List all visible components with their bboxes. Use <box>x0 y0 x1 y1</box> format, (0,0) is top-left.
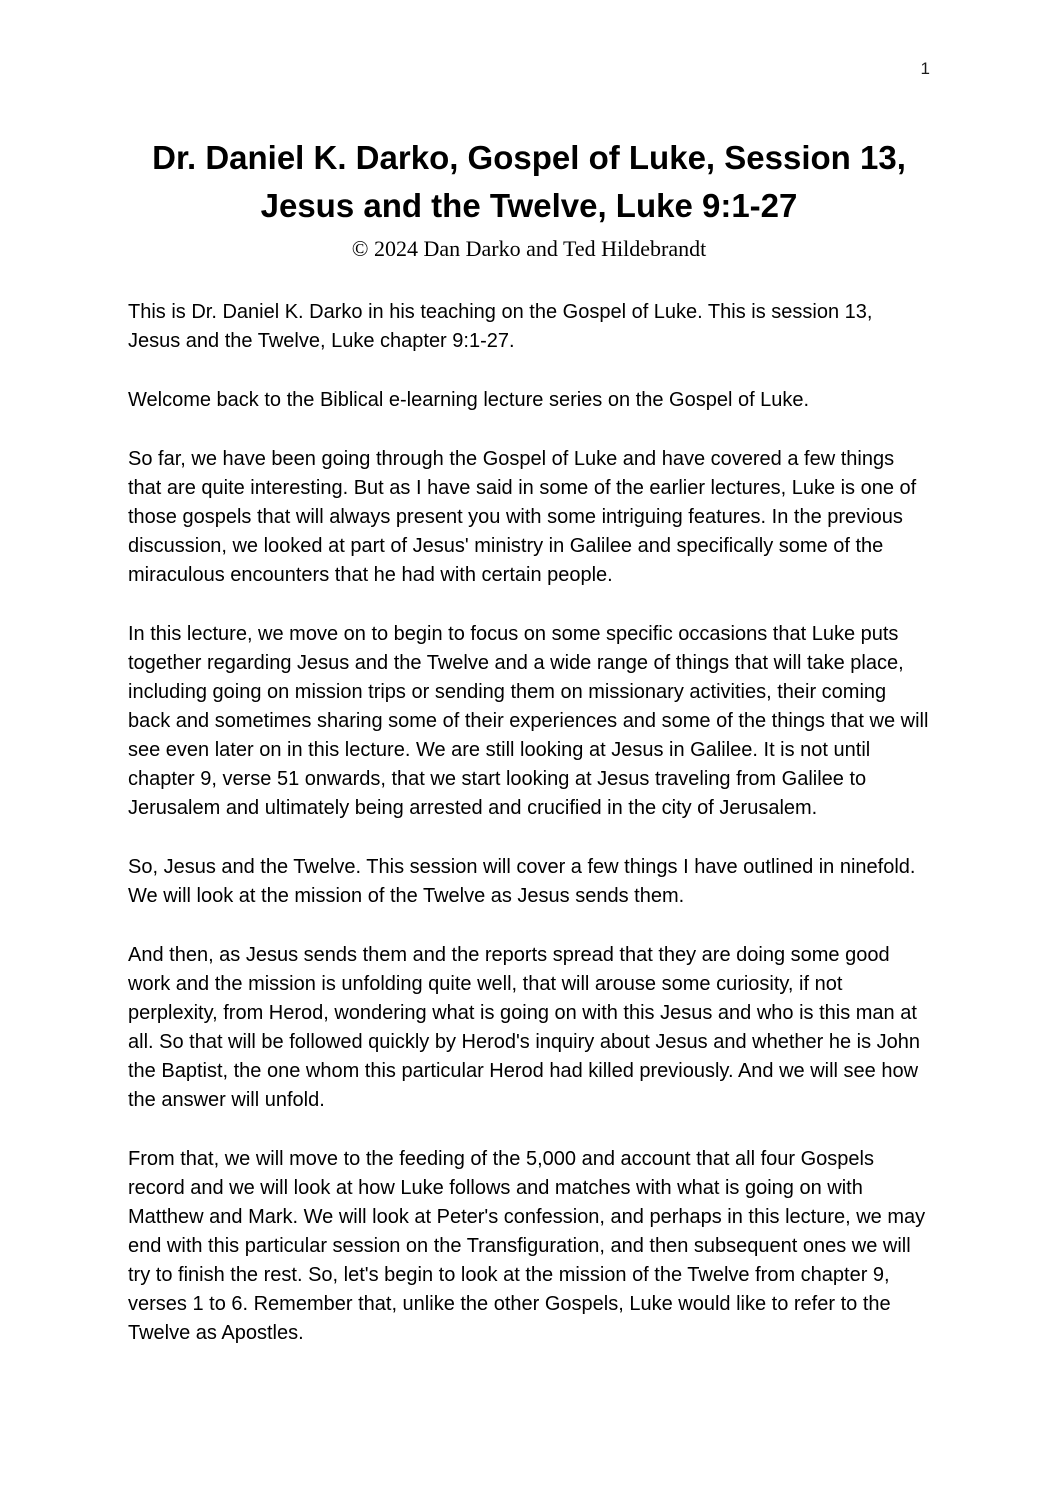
title-line-1: Dr. Daniel K. Darko, Gospel of Luke, Session 13, <box>152 139 906 176</box>
page-number: 1 <box>920 59 930 78</box>
paragraph: From that, we will move to the feeding of the 5,000 and account that all four Gospels record and we will look at how Luke follows and matches with what is going on with Matthew and Mark. We will look at Peter's confession, and perhaps in this lecture, we may end with this particular session on the Transfiguration, and then subsequent ones we will try to finish the rest. So, let's begin to look at the mission of the Twelve from chapter 9, verses 1 to 6. Remember that, unlike the other Gospels, Luke would like to refer to the Twelve as Apostles. <box>128 1148 926 1344</box>
transcript-body <box>128 298 930 1348</box>
paragraph: Welcome back to the Biblical e-learning lecture series on the Gospel of Luke. <box>128 389 810 411</box>
title-line-2: Jesus and the Twelve, Luke 9:1-27 <box>260 187 798 224</box>
paragraph: So far, we have been going through the Gospel of Luke and have covered a few things that are quite interesting. But as I have said in some of the earlier lectures, Luke is one of those gospels that will always present you with some intriguing features. In the previous discussion, we looked at part of Jesus' ministry in Galilee and specifically some of the miraculous encounters that he had with certain people. <box>128 448 917 586</box>
paragraph: So, Jesus and the Twelve. This session will cover a few things I have outlined in ninefold. We will look at the mission of the Twelve as Jesus sends them. <box>128 856 916 907</box>
paragraph: In this lecture, we move on to begin to focus on some specific occasions that Luke puts together regarding Jesus and the Twelve and a wide range of things that will take place, including going on mission trips or sending them on missionary activities, their coming back and sometimes sharing some of their experiences and some of the things that we will see even later on in this lecture. We are still looking at Jesus in Galilee. It is not until chapter 9, verse 51 onwards, that we start looking at Jesus traveling from Galilee to Jerusalem and ultimately being arrested and crucified in the city of Jerusalem. <box>128 623 929 819</box>
paragraph: And then, as Jesus sends them and the reports spread that they are doing some good work and the mission is unfolding quite well, that will arouse some curiosity, if not perplexity, from Herod, wondering what is going on with this Jesus and who is this man at all. So that will be followed quickly by Herod's inquiry about Jesus and whether he is John the Baptist, the one whom this particular Herod had killed previously. And we will see how the answer will unfold. <box>128 944 921 1111</box>
document-title <box>128 134 930 230</box>
paragraph: This is Dr. Daniel K. Darko in his teaching on the Gospel of Luke. This is session 13, Jesus and the Twelve, Luke chapter 9:1-27. <box>128 301 873 352</box>
copyright-line: © 2024 Dan Darko and Ted Hildebrandt <box>351 236 707 261</box>
